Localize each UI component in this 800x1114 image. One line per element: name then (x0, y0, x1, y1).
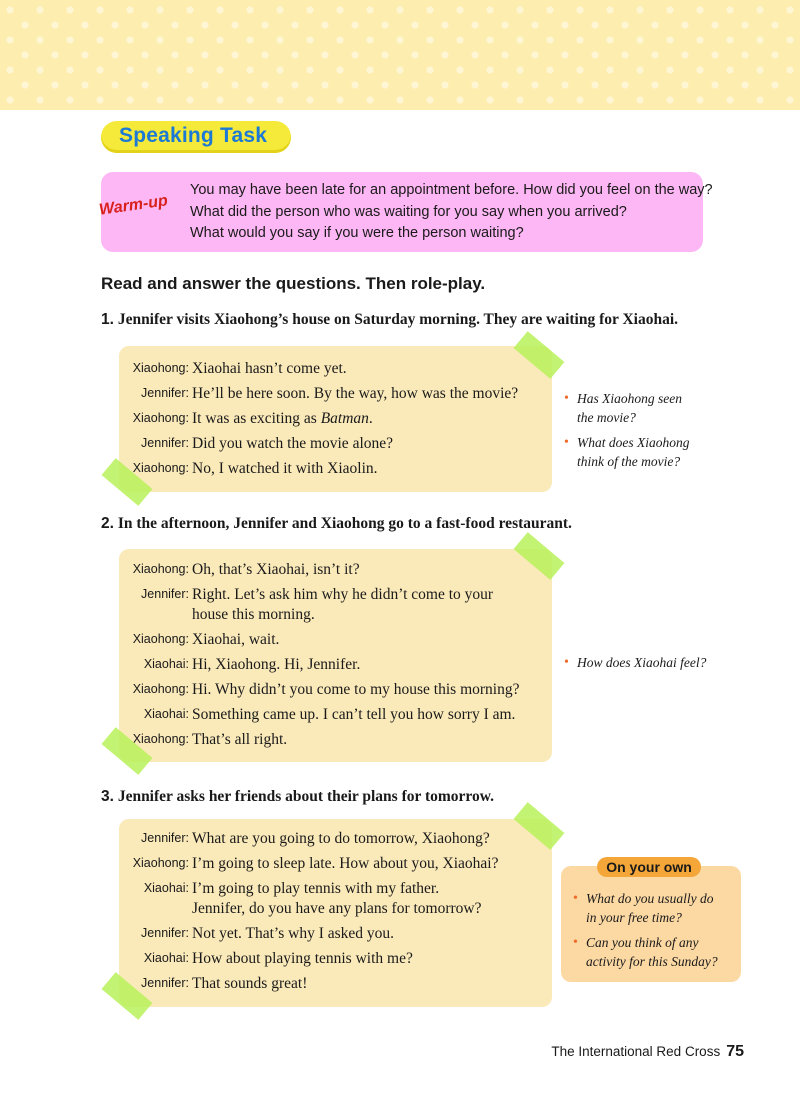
section-3-heading: 3. Jennifer asks her friends about their plans for tomorrow. (101, 788, 494, 805)
bullet-icon: • (564, 435, 569, 450)
side-note-1: • Has Xiaohong seen the movie? (564, 391, 682, 425)
instruction: Read and answer the questions. Then role-play. (101, 274, 486, 293)
side-note-3: • How does Xiaohai feel? (564, 655, 707, 670)
page-title: Speaking Task (119, 124, 268, 147)
dialogue-box-3: Jennifer: What are you going to do tomorrow, Xiaohong? Xiaohong: I’m going to sleep late. How about you, Xiaohai? Xiaohai: I’m going to play tennis with my father. Jennifer, do you have any plans for tomorrow? Jennifer: Not yet. That’s why I asked you. Xiaohai: How about playing tennis with me? Jennifer: That sounds great! (119, 819, 552, 1007)
warmup-line: What did the person who was waiting for you say when you arrived? (190, 203, 627, 220)
bullet-icon: • (564, 655, 569, 670)
bullet-icon: • (564, 391, 569, 406)
page-title-pill (101, 121, 291, 153)
bullet-icon: • (573, 891, 578, 906)
dialogue-box-2: Xiaohong: Oh, that’s Xiaohai, isn’t it? Jennifer: Right. Let’s ask him why he didn’t come to your house this morning. Xiaohong: Xiaohai, wait. Xiaohai: Hi, Xiaohong. Hi, Jennifer. Xiaohong: Hi. Why didn’t you come to my house this morning? Xiaohai: Something came up. I can’t tell you how sorry I am. Xiaohong: That’s all right. (119, 549, 552, 762)
on-your-own-label: On your own (597, 857, 701, 877)
warmup-tag: Warm-up (98, 192, 169, 219)
warmup-line: What would you say if you were the person waiting? (190, 225, 524, 241)
warmup-questions (190, 180, 713, 245)
side-note-2: • What does Xiaohong think of the movie? (564, 435, 690, 469)
on-your-own-item-1: • What do you usually do in your free time? (573, 891, 714, 925)
bullet-icon: • (573, 935, 578, 950)
dialogue-box-1: Xiaohong: Xiaohai hasn’t come yet. Jennifer: He’ll be here soon. By the way, how was the movie? Xiaohong: It was as exciting as Batman. Jennifer: Did you watch the movie alone? Xiaohong: No, I watched it with Xiaolin. (119, 346, 552, 492)
movie-title: Batman (320, 410, 369, 427)
page-number: 75 (726, 1043, 744, 1060)
section-1-heading: 1. Jennifer visits Xiaohong’s house on Saturday morning. They are waiting for Xiaohai. (101, 311, 679, 328)
decorative-header-band (0, 0, 800, 110)
unit-title: The International Red Cross (551, 1044, 721, 1059)
section-2-heading: 2. In the afternoon, Jennifer and Xiaohong go to a fast-food restaurant. (101, 515, 572, 532)
page-footer (551, 1043, 744, 1061)
warmup-line: You may have been late for an appointment before. How did you feel on the way? (190, 182, 713, 198)
on-your-own-item-2: • Can you think of any activity for this Sunday? (573, 935, 718, 969)
